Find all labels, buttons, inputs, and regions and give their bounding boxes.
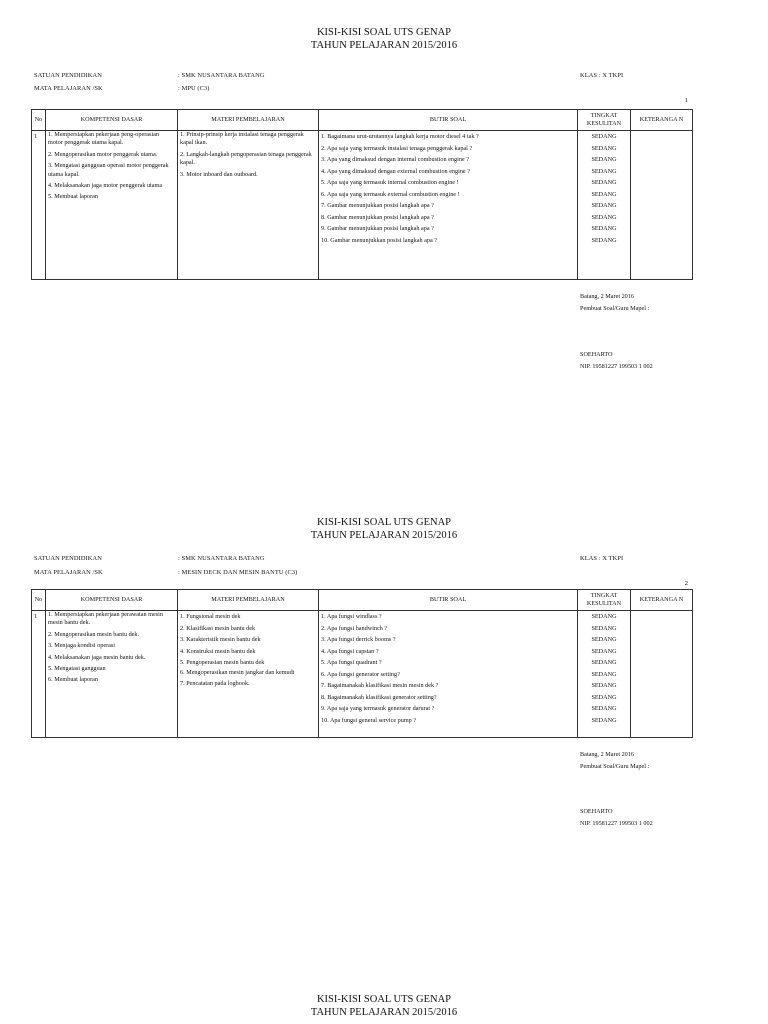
tingkat-item: SEDANG [591,705,617,712]
document-title: KISI-KISI SOAL UTS GENAP [316,27,452,38]
table-row [32,611,693,738]
klas-info: KLAS : X TKPI [580,72,624,79]
materi-cell [178,611,319,738]
header-keterangan: KETERANGA N [631,110,693,131]
butir-item: 4. Apa fungsi capstan ? [321,647,379,655]
butir-item: 6. Apa saja yang termasuk external combustion engine ! [321,190,460,198]
tingkat-item: SEDANG [591,167,617,175]
section-3-title [0,993,768,1019]
table-header-row [32,110,693,131]
kompetensi-item: 3. Menjaga kondisi operasi [48,642,116,650]
materi-item: 1. Prinsip-prinsip kerja instalasi tenaga penggerak kapal ikan. [180,131,304,147]
kompetensi-item: 2. Mengoperasikan mesin bantu dek. [48,630,140,638]
header-tingkat: TINGKAT KESULITAN [578,110,631,131]
tingkat-item: SEDANG [591,647,617,655]
header-butir: BUTIR SOAL [319,590,578,611]
tingkat-item: SEDANG [591,624,617,632]
tingkat-item: SEDANG [591,225,617,232]
butir-item: 9. Apa saja yang termasuk generator darurat ? [321,705,435,712]
tingkat-item: SEDANG [591,133,617,140]
materi-item: 1. Fungsional mesin dek [180,613,241,620]
header-tingkat: TINGKAT KESULITAN [578,590,631,611]
signer-block [580,349,653,372]
document-subtitle: TAHUN PELAJARAN 2015/2016 [310,1007,458,1018]
butir-item: 2. Apa saja yang termasuk instalasi tenaga penggerak kapal ? [321,144,473,152]
header-materi: MATERI PEMBELAJARAN [178,590,319,611]
header-butir: BUTIR SOAL [319,110,578,131]
sign-name: SOEHARTO [580,351,613,358]
sign-date: Batang, 2 Maret 2016 [580,751,634,758]
satuan-value: : SMK NUSANTARA BATANG [178,72,265,79]
kompetensi-item: 1. Mempersiapkan pekerjaan perawatan mesin mesin bantu dek. [48,611,163,627]
butir-cell [319,611,578,738]
document-subtitle: TAHUN PELAJARAN 2015/2016 [310,40,458,51]
satuan-label: SATUAN PENDIDIKAN [34,72,102,79]
materi-item: 3. Motor inboard dan outboard. [180,170,258,178]
signature-block [580,749,649,772]
document-title: KISI-KISI SOAL UTS GENAP [316,994,452,1005]
materi-cell [178,131,319,280]
butir-item: 1. Apa fungsi windlass ? [321,613,382,620]
sign-nip: NIP. 19581227 199503 1 002 [580,819,653,827]
tingkat-item: SEDANG [591,144,617,152]
tingkat-item: SEDANG [591,156,617,163]
sign-role: Pembuat Soal/Guru Mapel : [580,304,650,312]
materi-item: 5. Pengoperasian mesin bantu dek [180,659,265,666]
signature-block [580,291,649,314]
page-number: 1 [684,97,688,104]
tingkat-cell [578,611,631,738]
butir-item: 9. Gambar menunjukkan posisi langkah apa ? [321,225,434,232]
materi-item: 7. Pencatatan pada logbook. [180,679,250,687]
tingkat-cell [578,131,631,280]
butir-item: 10. Gambar menunjukkan posisi langkah apa ? [321,236,437,244]
document-title: KISI-KISI SOAL UTS GENAP [316,517,452,528]
butir-item: 3. Apa yang dimaksud dengan internal combustion engine ? [321,156,469,163]
tingkat-item: SEDANG [591,716,617,724]
tingkat-item: SEDANG [591,659,617,666]
keterangan-cell [631,131,693,280]
satuan-value: : SMK NUSANTARA BATANG [178,555,265,562]
row-number: 1 [32,611,46,738]
kompetensi-item: 5. Mengatasi gangguan [48,665,106,673]
tingkat-item: SEDANG [591,202,617,209]
header-keterangan: KETERANGA N [631,590,693,611]
kisi-kisi-table [31,589,693,738]
tingkat-item: SEDANG [591,213,617,221]
table-header-row [32,590,693,611]
kompetensi-item: 4. Melaksanakan jaga motor penggerak utama [48,182,163,190]
section-1-title [0,26,768,52]
mapel-label: MATA PELAJARAN /SK [34,569,103,576]
butir-item: 7. Gambar menunjukkan posisi langkah apa ? [321,202,434,209]
sign-date: Batang, 2 Maret 2016 [580,293,634,300]
tingkat-item: SEDANG [591,236,617,244]
kompetensi-cell [46,131,178,280]
butir-item: 8. Bagaimanakah klasifikasi generator setting? [321,693,437,701]
mapel-value: : MESIN DECK DAN MESIN BANTU (C3) [178,569,298,576]
tingkat-item: SEDANG [591,693,617,701]
document-subtitle: TAHUN PELAJARAN 2015/2016 [310,530,458,541]
butir-item: 10. Apa fungsi general service pump ? [321,716,417,724]
kompetensi-item: 2. Mengoperasikan motor penggerak utama. [48,150,158,158]
butir-item: 2. Apa fungsi handwinch ? [321,624,388,632]
materi-item: 4. Konstruksi mesin bantu dek [180,647,256,655]
header-no: No [32,590,46,611]
keterangan-cell [631,611,693,738]
tingkat-item: SEDANG [591,636,617,643]
butir-cell [319,131,578,280]
butir-item: 5. Apa fungsi quadrant ? [321,659,382,666]
sign-nip: NIP. 19581227 199503 1 002 [580,362,653,370]
tingkat-item: SEDANG [591,190,617,198]
kompetensi-item: 1. Mempersiapkan pekerjaan peng-operasian motor penggerak utama kapal. [48,131,159,147]
row-number: 1 [32,131,46,280]
butir-item: 1. Bagaimana urut-urutannya langkah kerja motor diesel 4 tak ? [321,133,479,140]
kompetensi-cell [46,611,178,738]
header-kompetensi: KOMPETENSI DASAR [46,110,178,131]
header-materi: MATERI PEMBELAJARAN [178,110,319,131]
satuan-label: SATUAN PENDIDIKAN [34,555,102,562]
signer-block [580,806,653,829]
tingkat-item: SEDANG [591,682,617,689]
tingkat-item: SEDANG [591,179,617,186]
kompetensi-item: 3. Mengatasi gangguan operasi motor penggerak utama kapal. [48,162,169,178]
butir-item: 4. Apa yang dimaksud dengan external combustion engine ? [321,167,470,175]
sign-name: SOEHARTO [580,808,613,815]
klas-info: KLAS : X TKPI [580,555,624,562]
header-kompetensi: KOMPETENSI DASAR [46,590,178,611]
kompetensi-item: 4. Melaksanakan jaga mesin bantu dek. [48,653,146,661]
tingkat-item: SEDANG [591,613,617,620]
mapel-value: : MPU (C3) [178,85,210,92]
tingkat-item: SEDANG [591,670,617,678]
sign-role: Pembuat Soal/Guru Mapel : [580,762,650,770]
materi-item: 3. Karakteristik mesin bantu dek [180,636,261,643]
kompetensi-item: 6. Membuat laporan [48,676,99,684]
materi-item: 2. Langkah-langkah pengoperasian tenaga penggerak kapal. [180,150,312,167]
page-number: 2 [684,580,688,587]
kisi-kisi-table [31,109,693,280]
section-2-title [0,516,768,542]
butir-item: 6. Apa fungsi generator setting? [321,670,400,678]
materi-item: 6. Mengoperasikan mesin jangkar dan kemudi [180,668,295,676]
header-no: No [32,110,46,131]
materi-item: 2. Klasifikasi mesin bantu dek [180,624,256,632]
butir-item: 7. Bagaimanakah klasifikasi mesin mesin dek ? [321,682,439,689]
mapel-label: MATA PELAJARAN /SK [34,85,103,92]
butir-item: 3. Apa fungsi derrick booms ? [321,636,396,643]
butir-item: 5. Apa saja yang termasuk internal combustion engine ! [321,179,459,186]
table-row [32,131,693,280]
kompetensi-item: 5. Membuat laporan [48,193,99,201]
butir-item: 8. Gambar menunjukkan posisi langkah apa ? [321,213,434,221]
